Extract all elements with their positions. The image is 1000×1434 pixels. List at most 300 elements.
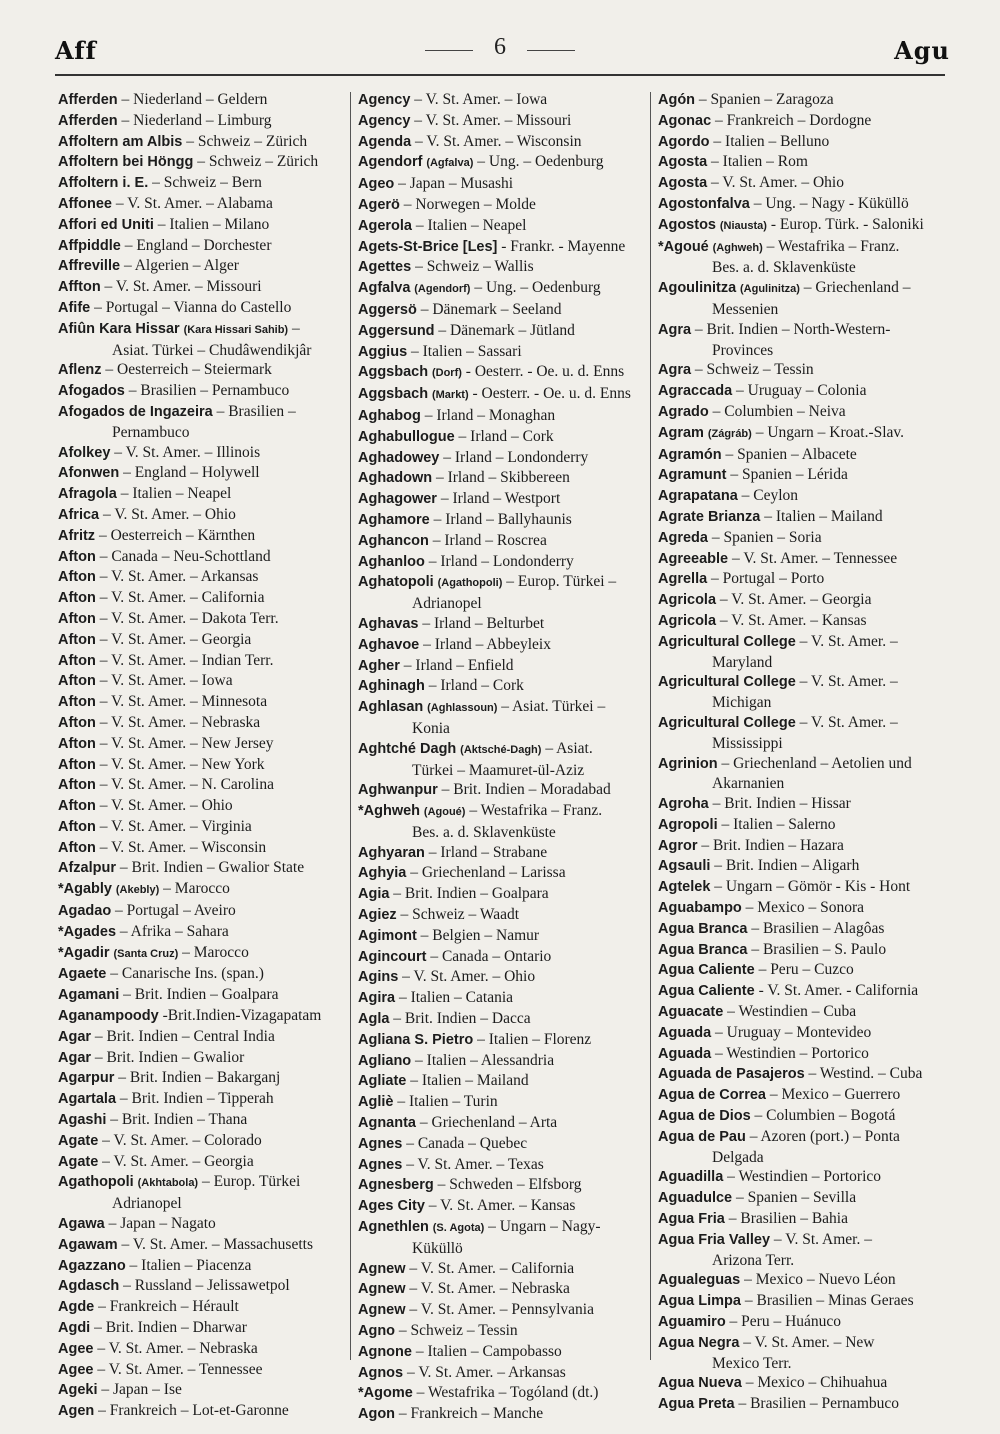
entry-location: – Spanien – Sevilla: [736, 1189, 857, 1207]
gazetteer-entry: [58, 277, 348, 298]
entry-location: – Brit. Indien – Goalpara: [393, 885, 549, 903]
entry-location: – V. St. Amer. – Pennsylvania: [409, 1301, 594, 1319]
gazetteer-entry: [658, 1188, 948, 1209]
entry-place-name: Aggius: [358, 343, 408, 360]
gazetteer-entry: [358, 321, 648, 342]
entry-place-name: Afzalpur: [58, 860, 116, 877]
gazetteer-entry: [658, 713, 948, 754]
gazetteer-entry: [358, 1134, 648, 1155]
entry-place-name: Agerola: [358, 217, 412, 234]
entry-alt-name: (Zágráb): [707, 427, 752, 440]
entry-place-name: Agde: [58, 1299, 95, 1316]
entry-place-name: Agnes: [358, 1135, 403, 1152]
entry-alt-name: (Niausta): [719, 219, 767, 232]
entry-location: – Brit. Indien – Aligarh: [714, 857, 860, 875]
entry-place-name: Aghtché Dagh: [358, 740, 457, 757]
entry-location: – V. St. Amer. – Arkansas: [406, 1363, 566, 1381]
entry-place-name: Agua Fria Valley: [658, 1231, 771, 1248]
entry-location: – Ceylon: [741, 487, 799, 505]
entry-location: – Irland – Strabane: [428, 843, 548, 861]
entry-location: – V. St. Amer. – Iowa: [414, 91, 548, 108]
gazetteer-entry: [358, 90, 648, 111]
entry-place-name: Aghyaran: [358, 844, 425, 861]
entry-place-name: Agostonfalva: [658, 195, 750, 212]
entry-location: – V. St. Amer. – Ohio: [102, 505, 236, 523]
gazetteer-entry: [358, 1404, 648, 1425]
entry-location: – V. St. Amer. – California: [409, 1259, 575, 1277]
entry-continuation: Türkei – Maamuret-ül-Aziz: [412, 761, 585, 779]
entry-location: – Uruguay – Colonia: [736, 382, 867, 400]
header-dash-right: [527, 50, 575, 51]
entry-place-name: Ageo: [358, 176, 395, 193]
gazetteer-entry: [358, 656, 648, 677]
entry-place-name: Agla: [358, 1011, 390, 1028]
column-divider: [350, 92, 351, 1360]
entry-location: – Peru – Huánuco: [729, 1313, 842, 1331]
entry-place-name: Agee: [58, 1361, 94, 1378]
entry-place-name: Aghwanpur: [358, 782, 438, 799]
gazetteer-entry: [58, 360, 348, 381]
gazetteer-entry: [358, 468, 648, 489]
gazetteer-entry: [658, 815, 948, 836]
entry-place-name: Agua de Dios: [658, 1108, 751, 1125]
gazetteer-entry: [358, 278, 648, 300]
entry-alt-name: (Agathopoli): [437, 577, 503, 590]
entry-place-name: Agar: [58, 1049, 92, 1066]
gazetteer-entry: [58, 111, 348, 132]
gazetteer-entry: [658, 1270, 948, 1291]
gazetteer-entry: [58, 1339, 348, 1360]
entry-location: – Mexico – Sonora: [745, 899, 865, 917]
entry-location: – Westindien – Portorico: [727, 1168, 882, 1186]
entry-place-name: Agnew: [358, 1260, 406, 1277]
entry-place-name: Agliana S. Pietro: [358, 1031, 474, 1048]
entry-place-name: Agdi: [58, 1320, 91, 1337]
entry-alt-name: (Aghweh): [712, 241, 763, 254]
entry-location: – Canada – Ontario: [430, 947, 552, 965]
gazetteer-entry: [358, 572, 648, 614]
entry-place-name: Agricola: [658, 592, 717, 609]
entry-place-name: Agua Branca: [658, 941, 748, 958]
entry-location: – Schweiz – Tessin: [694, 361, 814, 379]
entry-location: – Oesterreich – Kärnthen: [98, 526, 256, 544]
entry-location: – Irland – Londonderry: [428, 552, 574, 570]
entry-location: – Brit. Indien – Hissar: [712, 795, 851, 813]
entry-location: – V. St. Amer. – Wisconsin: [99, 838, 267, 856]
entry-place-name: Afton: [58, 569, 96, 586]
gazetteer-entry: [358, 614, 648, 635]
entry-place-name: Agosta: [658, 154, 708, 171]
entry-location: – Brit. Indien – Dacca: [393, 1010, 531, 1028]
entry-location: – Italien – Catania: [398, 989, 514, 1007]
gazetteer-entry: [358, 1175, 648, 1196]
entry-place-name: *Agably: [58, 881, 112, 898]
gazetteer-entry: [58, 588, 348, 609]
entry-place-name: Affpiddle: [58, 237, 121, 254]
entry-place-name: Aghavas: [358, 615, 419, 632]
entry-location: – Italien – Mailand: [410, 1072, 529, 1090]
gazetteer-entry: [58, 90, 348, 111]
header-left-guideword: Aff: [55, 36, 97, 65]
entry-place-name: Agashi: [58, 1112, 107, 1129]
entry-place-name: Agee: [58, 1340, 94, 1357]
entry-location: – V. St. Amer. – Georgia: [719, 591, 872, 609]
entry-location: – Brit. Indien – Hazara: [701, 836, 844, 854]
entry-location: – Portugal – Aveiro: [115, 902, 236, 920]
gazetteer-entry: [358, 1363, 648, 1384]
entry-location: – Westindien – Cuba: [727, 1003, 857, 1021]
entry-place-name: Agricultural College: [658, 633, 796, 650]
entry-location: – Schweiz – Tessin: [398, 1322, 518, 1340]
entry-place-name: Aguamiro: [658, 1314, 726, 1331]
entry-place-name: Afferden: [58, 112, 118, 129]
gazetteer-entry: [658, 152, 948, 173]
entry-continuation: Konia: [412, 719, 450, 737]
entry-location: – Spanien – Zaragoza: [698, 91, 834, 108]
gazetteer-entry: [658, 507, 948, 528]
header-dash-left: [425, 50, 473, 51]
entry-place-name: Agonac: [658, 112, 712, 129]
column-3: [658, 90, 948, 1415]
entry-location: – V. St. Amer. – Dakota Terr.: [99, 609, 279, 627]
entry-location: – Italien – Neapel: [120, 485, 232, 503]
entry-location: – Italien – Piacenza: [129, 1256, 252, 1274]
entry-place-name: Agnos: [358, 1364, 404, 1381]
entry-location: – Griechenland – Arta: [419, 1114, 558, 1132]
entry-location: – Irland – Enfield: [403, 656, 514, 674]
entry-place-name: Afton: [58, 694, 96, 711]
gazetteer-entry: [358, 1300, 648, 1321]
entry-place-name: Aggsbach: [358, 364, 429, 381]
entry-location: - Europ. Türk. - Saloniki: [770, 215, 924, 233]
entry-continuation: Adrianopel: [112, 1195, 182, 1213]
entry-place-name: Agra: [658, 362, 692, 379]
entry-location: – Italien – Alessandria: [415, 1051, 555, 1069]
gazetteer-entry: [658, 672, 948, 713]
gazetteer-entry: [58, 1068, 348, 1089]
entry-alt-name: (Agendorf): [414, 283, 471, 296]
entry-place-name: Affton: [58, 279, 101, 296]
entry-place-name: Affreville: [58, 258, 121, 275]
entry-place-name: Agualeguas: [658, 1272, 741, 1289]
column-divider: [650, 92, 651, 1360]
entry-location: – V. St. Amer. – Illinois: [114, 443, 261, 461]
gazetteer-entry: [58, 775, 348, 796]
entry-place-name: Affonee: [58, 195, 112, 212]
entry-location: – V. St. Amer. – Texas: [406, 1155, 544, 1173]
entry-place-name: Agra: [658, 321, 692, 338]
entry-place-name: Agua Negra: [658, 1334, 740, 1351]
entry-location: – V. St. Amer. – Nebraska: [97, 1339, 258, 1357]
gazetteer-entry: [58, 1214, 348, 1235]
entry-place-name: Afton: [58, 839, 96, 856]
entry-continuation: Bes. a. d. Sklavenküste: [412, 823, 556, 841]
entry-place-name: Afton: [58, 777, 96, 794]
gazetteer-entry: [358, 531, 648, 552]
entry-location: – Westind. – Cuba: [808, 1065, 923, 1083]
entry-place-name: Agnes: [358, 1156, 403, 1173]
entry-location: – Irland – Abbeyleix: [423, 635, 551, 653]
entry-location: – Ungarn – Nagy-: [488, 1218, 601, 1236]
gazetteer-entry: [58, 402, 348, 443]
entry-place-name: Agia: [358, 886, 390, 903]
gazetteer-entry: [358, 257, 648, 278]
entry-place-name: Aghlasan: [358, 699, 424, 716]
entry-location: – Belgien – Namur: [420, 926, 540, 944]
gazetteer-entry: [658, 877, 948, 898]
entry-location: – Algerien – Alger: [123, 257, 239, 275]
entry-location: – Italien – Sassari: [411, 342, 522, 360]
gazetteer-entry: [358, 1030, 648, 1051]
entry-place-name: Afton: [58, 735, 96, 752]
entry-location: – Columbien – Bogotá: [754, 1107, 896, 1125]
entry-location: - Frankr. - Mayenne: [501, 237, 626, 255]
entry-location: – Irland – Cork: [458, 427, 554, 445]
entry-location: – V. St. Amer. –: [799, 713, 898, 731]
entry-location: – V. St. Amer. –: [799, 632, 898, 650]
gazetteer-entry: [58, 173, 348, 194]
gazetteer-entry: [58, 817, 348, 838]
entry-location: – Brasilien – Pernambuco: [128, 382, 290, 400]
gazetteer-entry: [58, 734, 348, 755]
gazetteer-entry: [58, 1048, 348, 1069]
gazetteer-entry: [358, 843, 648, 864]
gazetteer-entry: [358, 427, 648, 448]
gazetteer-entry: [358, 406, 648, 427]
entry-alt-name: (Agfalva): [426, 157, 474, 170]
entry-continuation: Pernambuco: [112, 423, 190, 441]
entry-location: – V. St. Amer. – Wisconsin: [415, 132, 582, 150]
entry-place-name: Agar: [58, 1028, 92, 1045]
entry-alt-name: (Aktsché-Dagh): [460, 743, 542, 756]
entry-place-name: Aflenz: [58, 362, 102, 379]
page-header: [0, 30, 1000, 74]
entry-place-name: Agreeable: [658, 550, 729, 567]
entry-place-name: Africa: [58, 506, 100, 523]
gazetteer-entry: [658, 90, 948, 111]
gazetteer-entry: [58, 1089, 348, 1110]
gazetteer-entry: [658, 590, 948, 611]
gazetteer-entry: [658, 1002, 948, 1023]
entry-location: – Europ. Türkei: [201, 1173, 301, 1191]
entry-place-name: Agón: [658, 92, 696, 108]
gazetteer-entry: [58, 1256, 348, 1277]
entry-location: – V. St. Amer. – Missouri: [414, 111, 572, 129]
gazetteer-entry: [58, 484, 348, 505]
entry-continuation: Provinces: [712, 341, 774, 359]
entry-location: – Irland – Belturbet: [422, 614, 545, 632]
entry-place-name: Afolkey: [58, 444, 111, 461]
entry-location: – Frankreich – Manche: [398, 1405, 544, 1423]
gazetteer-entry: [58, 152, 348, 173]
gazetteer-entry: [58, 1152, 348, 1173]
gazetteer-entry: [58, 132, 348, 153]
entry-place-name: Aggersund: [358, 322, 435, 339]
entry-place-name: Aghinagh: [358, 678, 425, 695]
gazetteer-entry: [658, 402, 948, 423]
entry-place-name: Agricultural College: [658, 714, 796, 731]
entry-location: – V. St. Amer. – Arkansas: [99, 568, 259, 586]
entry-continuation: Mississippi: [712, 734, 783, 752]
entry-place-name: Agrate Brianza: [658, 508, 761, 525]
entry-location: – Frankreich – Hérault: [98, 1298, 239, 1316]
gazetteer-entry: [58, 505, 348, 526]
entry-location: – V. St. Amer. – Indian Terr.: [99, 651, 274, 669]
gazetteer-entry: [358, 780, 648, 801]
entry-place-name: *Aghweh: [358, 803, 421, 820]
entry-location: – V. St. Amer. – Tennessee: [97, 1360, 263, 1378]
entry-place-name: Agtelek: [658, 879, 711, 896]
entry-place-name: Agliano: [358, 1052, 412, 1069]
entry-location: – Schweden – Elfsborg: [437, 1176, 582, 1194]
gazetteer-entry: [58, 1172, 348, 1214]
entry-place-name: Afton: [58, 818, 96, 835]
gazetteer-entry: [658, 1291, 948, 1312]
gazetteer-entry: [358, 697, 648, 739]
entry-place-name: Afton: [58, 631, 96, 648]
entry-place-name: Agettes: [358, 259, 412, 276]
entry-continuation: Maryland: [712, 653, 773, 671]
entry-continuation: Asiat. Türkei – Chudâwendikjâr: [112, 341, 312, 359]
gazetteer-entry: [658, 1085, 948, 1106]
entry-location: – Ungarn – Gömör - Kis - Hont: [714, 878, 911, 896]
gazetteer-entry: [358, 362, 648, 384]
entry-location: – Schweiz – Zürich: [186, 132, 308, 150]
entry-place-name: Afton: [58, 590, 96, 607]
entry-place-name: Agerö: [358, 196, 400, 213]
gazetteer-entry: [658, 465, 948, 486]
entry-place-name: Agnesberg: [358, 1177, 434, 1194]
entry-place-name: Afife: [58, 299, 91, 316]
entry-place-name: Agua Caliente: [658, 962, 755, 979]
gazetteer-entry: [658, 1209, 948, 1230]
gazetteer-entry: [58, 713, 348, 734]
entry-place-name: Aghancon: [358, 532, 429, 549]
gazetteer-entry: [658, 754, 948, 795]
gazetteer-entry: [358, 216, 648, 237]
entry-place-name: Afton: [58, 548, 96, 565]
gazetteer-entry: [58, 381, 348, 402]
entry-place-name: Afton: [58, 610, 96, 627]
gazetteer-entry: [58, 547, 348, 568]
entry-location: - Oesterr. - Oe. u. d. Enns: [465, 363, 625, 381]
entry-location: – Oesterreich – Steiermark: [105, 361, 272, 379]
entry-location: – Asiat. Türkei –: [501, 698, 606, 716]
entry-place-name: Agua Nueva: [658, 1375, 742, 1392]
gazetteer-entry: [658, 194, 948, 215]
entry-alt-name: (Aghlassoun): [427, 702, 498, 715]
gazetteer-entry: [58, 256, 348, 277]
entry-location: - Oesterr. - Oe. u. d. Enns: [472, 385, 631, 403]
entry-location: – Italien – Mailand: [764, 507, 883, 525]
entry-location: – Brasilien – Pernambuco: [738, 1395, 900, 1413]
column-1: [58, 90, 348, 1422]
gazetteer-entry: [358, 1113, 648, 1134]
gazetteer-entry: [658, 940, 948, 961]
gazetteer-entry: [658, 320, 948, 361]
gazetteer-entry: [658, 1312, 948, 1333]
entry-place-name: Afritz: [58, 527, 96, 544]
entry-alt-name: (Agoué): [423, 806, 466, 819]
entry-place-name: Agnanta: [358, 1115, 416, 1132]
entry-location: – Niederland – Geldern: [121, 91, 268, 108]
gazetteer-entry: [58, 236, 348, 257]
gazetteer-entry: [658, 1230, 948, 1271]
entry-location: – Portugal – Vianna do Castello: [94, 298, 292, 316]
entry-location: – Irland – Skibbereen: [435, 469, 570, 487]
gazetteer-entry: [658, 1064, 948, 1085]
entry-location: – Schweiz – Waadt: [400, 906, 520, 924]
entry-place-name: Afton: [58, 652, 96, 669]
entry-alt-name: (Dorf): [431, 367, 462, 380]
entry-place-name: Agaete: [58, 966, 107, 983]
gazetteer-entry: [358, 967, 648, 988]
gazetteer-entry: [358, 195, 648, 216]
entry-location: – V. St. Amer. – Colorado: [102, 1131, 262, 1149]
entry-place-name: Agraccada: [658, 383, 733, 400]
entry-place-name: Agua Caliente: [658, 983, 755, 1000]
entry-continuation: Delgada: [712, 1148, 764, 1166]
gazetteer-entry: [358, 926, 648, 947]
gazetteer-entry: [358, 905, 648, 926]
entry-place-name: Aghabog: [358, 407, 421, 424]
column-2: [358, 90, 648, 1425]
header-right-guideword: Agu: [894, 36, 950, 65]
gazetteer-entry: [658, 237, 948, 279]
gazetteer-entry: [58, 858, 348, 879]
gazetteer-entry: [58, 1027, 348, 1048]
gazetteer-entry: [658, 549, 948, 570]
entry-place-name: Agror: [658, 837, 698, 854]
entry-place-name: Agins: [358, 969, 399, 986]
entry-place-name: Agamani: [58, 987, 120, 1004]
gazetteer-entry: [658, 611, 948, 632]
entry-location: – V. St. Amer. – Nebraska: [409, 1280, 570, 1298]
entry-location: – Italien – Florenz: [477, 1030, 592, 1048]
gazetteer-entry: [358, 1217, 648, 1259]
entry-location: – Griechenland –: [803, 279, 911, 297]
gazetteer-entry: [358, 111, 648, 132]
entry-location: – Japan – Musashi: [398, 175, 514, 193]
entry-place-name: Agnew: [358, 1281, 406, 1298]
entry-place-name: Agenda: [358, 133, 412, 150]
entry-place-name: Aggersö: [358, 301, 417, 318]
header-rule: [55, 74, 945, 76]
entry-place-name: Afonwen: [58, 465, 120, 482]
entry-place-name: Agramunt: [658, 467, 727, 484]
gazetteer-entry: [658, 632, 948, 673]
gazetteer-entry: [658, 1373, 948, 1394]
entry-location: – Brit. Indien – Gwalior: [94, 1048, 245, 1066]
entry-location: – Schweiz – Bern: [152, 174, 262, 192]
gazetteer-entry: [58, 298, 348, 319]
entry-location: – V. St. Amer. – New Jersey: [99, 734, 274, 752]
gazetteer-entry: [658, 794, 948, 815]
entry-location: – Italien – Belluno: [713, 132, 830, 150]
gazetteer-entry: [58, 964, 348, 985]
entry-place-name: Afton: [58, 673, 96, 690]
entry-place-name: Agua Preta: [658, 1396, 735, 1413]
gazetteer-entry: [358, 884, 648, 905]
entry-alt-name: (Santa Cruz): [113, 947, 179, 960]
entry-location: – Ung. – Oedenburg: [477, 153, 604, 171]
entry-place-name: Afogados: [58, 383, 125, 400]
entry-place-name: *Agome: [358, 1385, 413, 1402]
entry-location: – Brit. Indien – North-Western-: [694, 320, 891, 338]
gazetteer-entry: [358, 152, 648, 174]
entry-location: – Irland – Monaghan: [424, 406, 556, 424]
entry-location: – Italien – Campobasso: [415, 1342, 562, 1360]
